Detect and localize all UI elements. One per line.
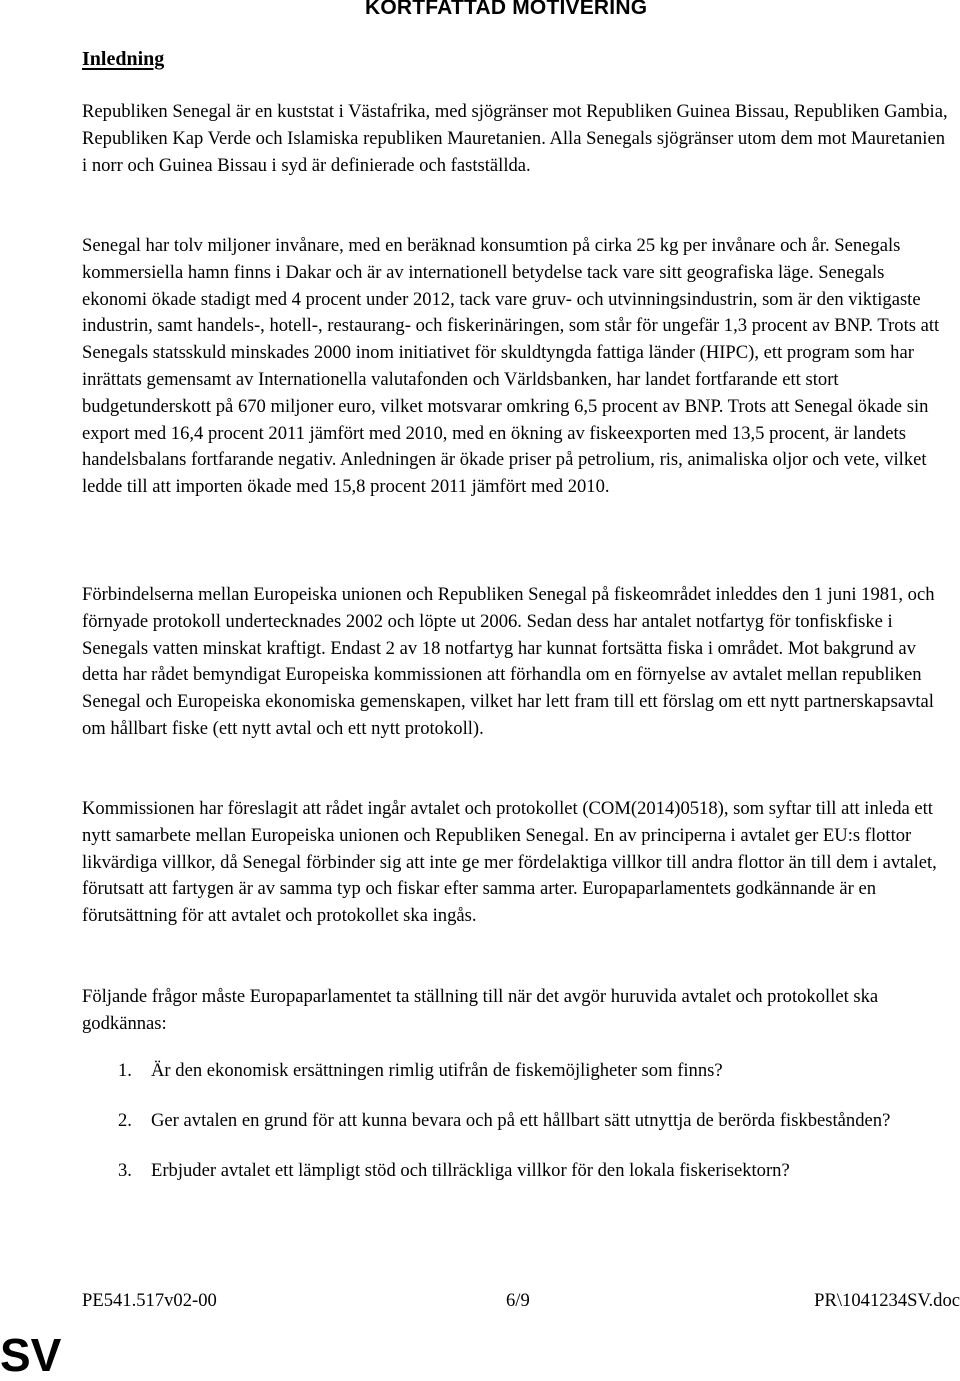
document-header-title: KORTFATTAD MOTIVERING [365, 0, 648, 19]
list-item-number: 2. [118, 1109, 132, 1131]
list-item-text: Är den ekonomisk ersättningen rimlig utifrån de fiskemöjligheter som finns? [151, 1060, 723, 1081]
list-item-number: 1. [118, 1060, 132, 1081]
paragraph-introduction: Republiken Senegal är en kuststat i Västafrika, med sjögränser mot Republiken Guinea Bissau, Republiken Gambia, Republiken Kap Verde och Islamiska republiken Mauretanien. Alla Senegals sjögränser utom dem mot Mauretanien i norr och Guinea Bissau i syd är definierade och fastställda. [82, 101, 948, 176]
list-item-text: Ger avtalen en grund för att kunna bevara och på ett hållbart sätt utnyttja de berörda fiskbestånden? [151, 1109, 891, 1131]
paragraph-questions-intro: Följande frågor måste Europaparlamentet ta ställning till när det avgör huruvida avtalet och protokollet ska godkännas: [82, 986, 879, 1034]
list-item-text: Erbjuder avtalet ett lämpligt stöd och tillräckliga villkor för den lokala fiskerisektorn? [151, 1159, 790, 1181]
list-item [82, 1058, 954, 1085]
footer-page-number: 6/9 [506, 1290, 530, 1311]
footer-reference: PE541.517v02-00 [82, 1290, 217, 1311]
section-heading: Inledning [82, 48, 165, 70]
language-code: SV [0, 1329, 62, 1381]
paragraph-economy: Senegal har tolv miljoner invånare, med en beräknad konsumtion på cirka 25 kg per invånare och år. Senegals kommersiella hamn finns i Dakar och är av internationell betydelse tack vare sitt geografiska läge. Senegals ekonomi ökade stadigt med 4 procent under 2012, tack vare gruv- och utvinningsindustrin, som är den viktigaste industrin, samt handels-, hotell-, restaurang- och fiskerinäringen, som står för ungefär 1,3 procent av BNP. Trots att Senegals statsskuld minskades 2000 inom initiativet för skuldtyngda fattiga länder (HIPC), ett program som har inrättats gemensamt av Internationella valutafonden och Världsbanken, har landet fortfarande ett stort budgetunderskott på 670 miljoner euro, vilket motsvarar omkring 6,5 procent av BNP. Trots att Senegal ökade sin export med 16,4 procent 2011 jämfört med 2010, med en ökning av fiskeexporten med 13,5 procent, är landets handelsbalans fortfarande negativ. Anledningen är ökade priser på petrolium, ris, animaliska oljor och vete, vilket ledde till att importen ökade med 15,8 procent 2011 jämfört med 2010. [82, 235, 940, 498]
list-item [82, 1108, 954, 1135]
list-item [82, 1158, 954, 1185]
paragraph-relations: Förbindelserna mellan Europeiska unionen och Republiken Senegal på fiskeområdet inleddes den 1 juni 1981, och förnyade protokoll undertecknades 2002 och löpte ut 2006. Sedan dess har antalet notfartyg för tonfiskfiske i Senegals vatten minskat kraftigt. Endast 2 av 18 notfartyg har kunnat fortsätta fiska i området. Mot bakgrund av detta har rådet bemyndigat Europeiska kommissionen att förhandla om en förnyelse av avtalet mellan republiken Senegal och Europeiska ekonomiska gemenskapen, vilket har lett fram till ett förslag om ett nytt partnerskapsavtal om hållbart fiske (ett nytt avtal och ett nytt protokoll). [82, 584, 935, 739]
footer-document-name: PR\1041234SV.doc [814, 1290, 960, 1311]
list-item-number: 3. [118, 1159, 132, 1181]
paragraph-commission-proposal: Kommissionen har föreslagit att rådet ingår avtalet och protokollet (COM(2014)0518), som syftar till att inleda ett nytt samarbete mellan Europeiska unionen och Republiken Senegal. En av principerna i avtalet ger EU:s flottor likvärdiga villkor, då Senegal förbinder sig att inte ge mer fördelaktiga villkor till andra flottor än till dem i avtalet, förutsatt att fartygen är av samma typ och fiskar efter samma arter. Europaparlamentets godkännande är en förutsättning för att avtalet och protokollet ska ingås. [82, 798, 937, 927]
question-list [82, 1058, 954, 1207]
